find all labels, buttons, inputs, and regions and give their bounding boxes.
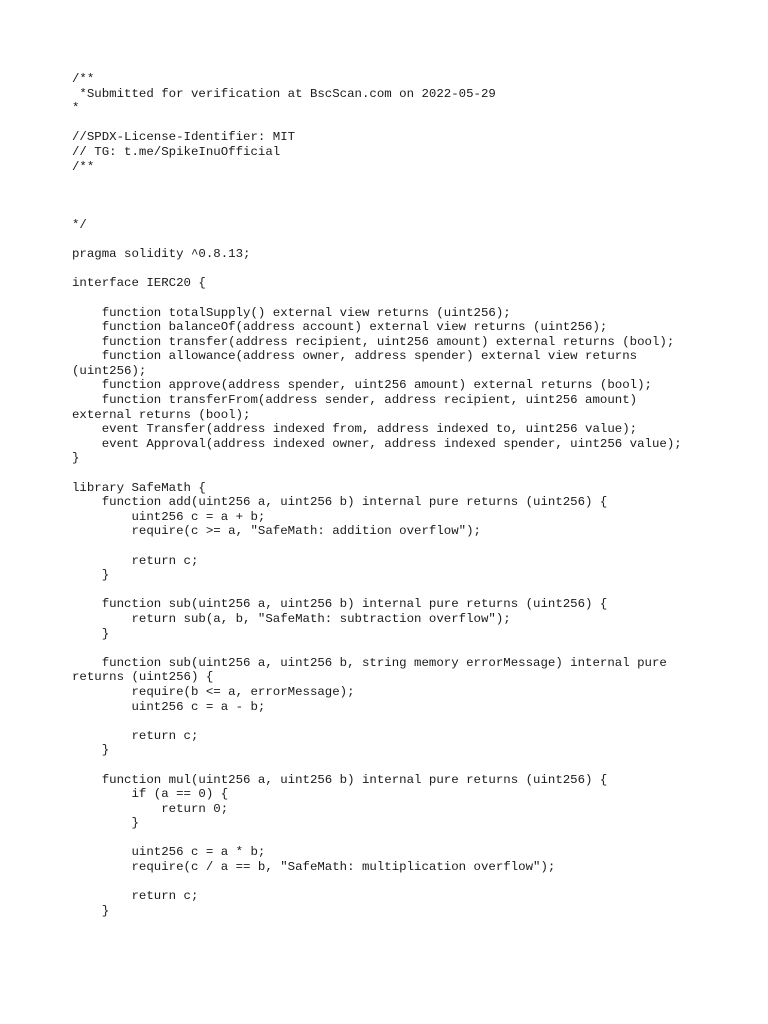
code-line: }	[72, 816, 139, 831]
code-line	[72, 203, 762, 218]
code-line: function balanceOf(address account) external view returns (uint256);	[72, 320, 608, 335]
code-line	[72, 758, 762, 773]
code-line: function transfer(address recipient, uint256 amount) external returns (bool);	[72, 334, 675, 349]
code-line: *	[72, 101, 80, 116]
code-line: event Transfer(address indexed from, address indexed to, uint256 value);	[72, 422, 638, 437]
code-line	[72, 291, 762, 306]
code-line: }	[72, 903, 110, 918]
code-line	[72, 641, 762, 656]
code-line: }	[72, 451, 80, 466]
code-line: /**	[72, 159, 95, 174]
source-code-block	[72, 72, 762, 918]
code-line: //SPDX-License-Identifier: MIT	[72, 130, 296, 145]
code-line: */	[72, 217, 87, 232]
code-line: return c;	[72, 728, 199, 743]
code-line: function sub(uint256 a, uint256 b) internal pure returns (uint256) {	[72, 597, 608, 612]
code-line: /**	[72, 72, 95, 86]
code-line: external returns (bool);	[72, 407, 251, 422]
code-line: uint256 c = a * b;	[72, 845, 266, 860]
code-line: return sub(a, b, "SafeMath: subtraction overflow");	[72, 611, 511, 626]
code-line: if (a == 0) {	[72, 787, 229, 802]
code-line: function totalSupply() external view returns (uint256);	[72, 305, 511, 320]
code-line: function approve(address spender, uint256 amount) external returns (bool);	[72, 378, 652, 393]
code-line	[72, 583, 762, 598]
code-line: require(c / a == b, "SafeMath: multiplication overflow");	[72, 860, 556, 875]
code-line: return c;	[72, 889, 199, 904]
code-line: function mul(uint256 a, uint256 b) internal pure returns (uint256) {	[72, 772, 608, 787]
code-line: interface IERC20 {	[72, 276, 206, 291]
code-line: // TG: t.me/SpikeInuOfficial	[72, 144, 281, 159]
code-line: }	[72, 626, 110, 641]
code-line: return c;	[72, 553, 199, 568]
code-line: pragma solidity ^0.8.13;	[72, 247, 251, 262]
code-line: function transferFrom(address sender, address recipient, uint256 amount)	[72, 393, 638, 408]
code-line: function add(uint256 a, uint256 b) internal pure returns (uint256) {	[72, 495, 608, 510]
code-line: uint256 c = a + b;	[72, 509, 266, 524]
code-line: library SafeMath {	[72, 480, 206, 495]
code-line	[72, 831, 762, 846]
code-line: function allowance(address owner, address spender) external view returns	[72, 349, 638, 364]
code-line	[72, 233, 762, 248]
code-line: }	[72, 568, 110, 583]
code-line: function sub(uint256 a, uint256 b, string memory errorMessage) internal pure	[72, 655, 667, 670]
code-line	[72, 466, 762, 481]
code-line: (uint256);	[72, 363, 147, 378]
code-line	[72, 714, 762, 729]
code-line	[72, 262, 762, 277]
code-line: returns (uint256) {	[72, 670, 214, 685]
code-line: uint256 c = a - b;	[72, 699, 266, 714]
code-line	[72, 174, 762, 189]
code-line	[72, 189, 762, 204]
code-line	[72, 875, 762, 890]
code-line	[72, 116, 762, 131]
code-line: event Approval(address indexed owner, address indexed spender, uint256 value);	[72, 436, 682, 451]
code-line	[72, 539, 762, 554]
code-line: return 0;	[72, 801, 229, 816]
code-line: *Submitted for verification at BscScan.com on 2022-05-29	[72, 86, 496, 101]
code-line: require(b <= a, errorMessage);	[72, 684, 355, 699]
code-line: require(c >= a, "SafeMath: addition overflow");	[72, 524, 481, 539]
code-line: }	[72, 743, 110, 758]
